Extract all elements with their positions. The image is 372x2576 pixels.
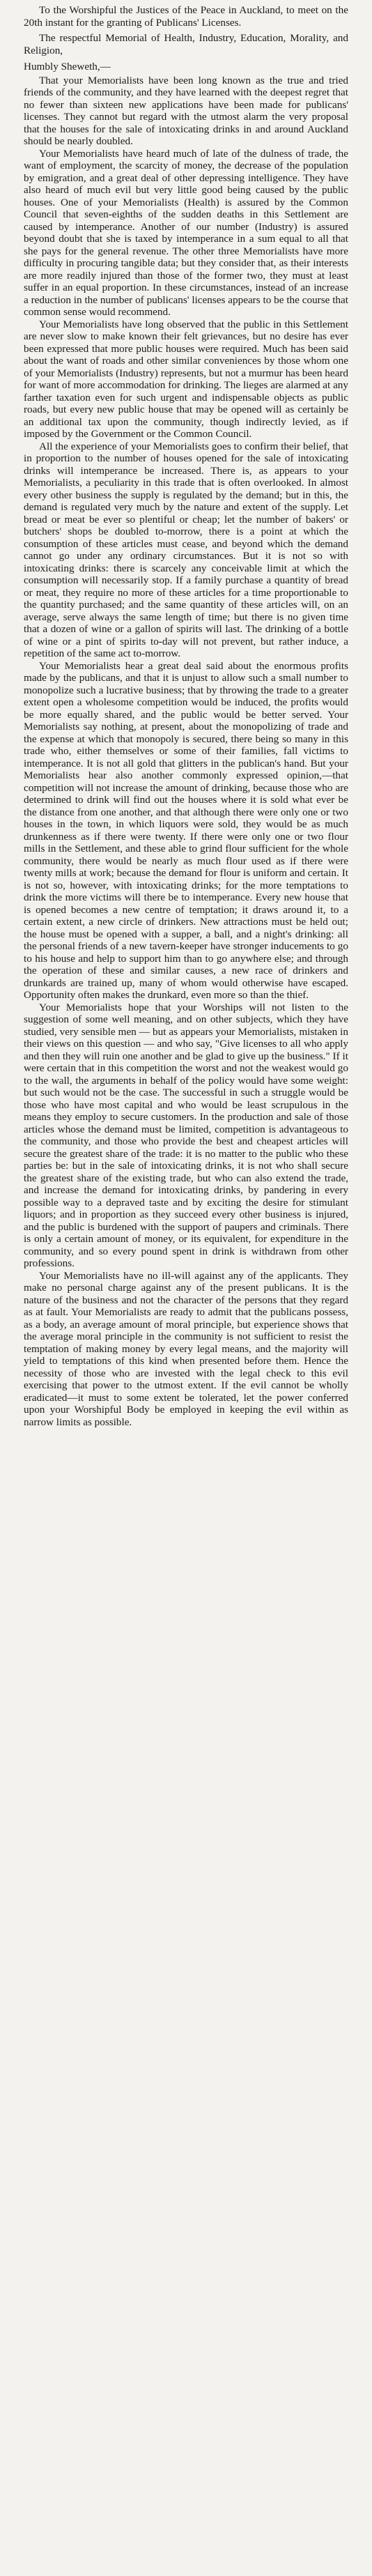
paragraph-4: All the experience of your Memorialists goes to confirm their belief, that in proportion to the number of houses opened for the sale of intoxicating drinks will intemperance be increased. There is, as appears to your Memorialists, a peculiarity in this trade that is often overlooked. In almost every other business the supply is regulated by the demand; but in this, the demand is regulated very much by the nature and extent of the supply. Let bread or meat be ever so plentiful or cheap; let the number of bakers' or butchers' shops be doubled to-morrow, there is a point at which the consumption of these articles must cease, and beyond which the demand cannot go under any ordinary circumstances. But it is not so with intoxicating drinks: there is scarcely any conceivable limit at which the consumption will necessarily stop. If a family purchase a quantity of bread or meat, they require no more of these articles for a time proportionable to the quantity purchased; and the same quantity of these articles will, on an average, serve always the same length of time; but there is no given time that a dozen of wine or a gallon of spirits will last. The drinking of a bottle of wine or a pint of spirits to-day will not prevent, but rather induce, a repetition of the same act to-morrow. xyxy=(24,440,348,659)
paragraph-5: Your Memorialists hear a great deal said about the enormous profits made by the publicans, and that it is unjust to allow such a small number to monopolize such a lucrative business; that by throwing the trade to a greater extent open a wholesome competition would be induced, the profits would be more equally shared, and the public would be better served. Your Memorialists say nothing, at present, about the monopolizing of trade and the expense at which that monopoly is secured, there being so many in this trade who, either themselves or some of their families, fall victims to intemperance. It is not all gold that glitters in the publican's hand. But your Memorialists hear also another commonly expressed opinion,—that competition will not increase the amount of drinking, because those who are determined to drink will find out the houses where it is sold what ever be the distance from one another, and that although there were only one or two houses in the town, in which liquors were sold, they would be as much drunkenness as if there were twenty. If there were only one or two flour mills in the Settlement, and these able to grind flour sufficient for the whole community, there would be nearly as much flour used as if there were twenty mills at work; because the demand for flour is uniform and certain. It is not so, however, with intoxicating drinks; for the more temptations to drink the more victims will there be to intemperance. Every new house that is opened becomes a new centre of temptation; it draws around it, to a certain extent, a new circle of drinkers. New attractions must be held out; the house must be opened with a supper, a ball, and a night's drinking: all the personal friends of a new tavern-keeper have stronger inducements to go to his house and help to support him than to go anywhere else; and through the operation of these and similar causes, a new race of drinkers and drunkards are trained up, many of whom would otherwise have escaped. Opportunity often makes the drunkard, even more so than the thief. xyxy=(24,659,348,1001)
memorial-line: The respectful Memorial of Health, Industry, Education, Morality, and Religion, xyxy=(24,32,348,56)
paragraph-1: That your Memorialists have been long known as the true and tried friends of the community, and they have learned with the deepest regret that no fewer than sixteen new applications have been made for publicans' licenses. They cannot but regard with the utmost alarm the very proposal that the houses for the sale of intoxicating drinks in and around Auckland should be nearly doubled. xyxy=(24,74,348,147)
paragraph-6: Your Memorialists hope that your Worships will not listen to the suggestion of some well meaning, and on other subjects, which they have studied, very sensible men — but as appears your Memorialists, mistaken in their views on this question — and who say, "Give licenses to all who apply and then they will ruin one another and be glad to give up the business." If it were certain that in this competition the worst and not the weakest would go to the wall, the arguments in behalf of the policy would have some weight: but such would not be the case. The successful in such a struggle would be those who have most capital and who would be least scrupulous in the means they employ to secure customers. In the production and sale of those articles whose the demand must be limited, competition is advantageous to the community, and those who provide the best and cheapest articles will secure the greatest share of the trade: it is no matter to the public who these parties be: but in the sale of intoxicating drinks, it is not who shall secure the greatest share of the existing trade, but who can also extend the trade, and increase the demand for intoxicating drinks, by pandering in every possible way to a depraved taste and by exciting the desire for stimulant liquors; and in proportion as they succeed every other business is injured, and the public is burdened with the support of paupers and criminals. There is only a certain amount of money, or its equivalent, for expenditure in the community, and so every pound spent in drink is withdrawn from other professions. xyxy=(24,1001,348,1269)
document-heading: To the Worshipful the Justices of the Peace in Auckland, to meet on the 20th instant for the granting of Publicans' Licenses. xyxy=(24,4,348,29)
paragraph-3: Your Memorialists have long observed that the public in this Settlement are never slow to make known their felt grievances, but no desire has ever been expressed that more public houses were required. Much has been said about the want of roads and other similar conveniences by those whom one of your Memorialists (Industry) represents, but not a murmur has been heard for want of more accommodation for drinking. The lieges are alarmed at any farther taxation even for such urgent and indispensable objects as public roads, but every new public house that may be opened will as certainly be an additional tax upon the community, though indirectly levied, as if imposed by the Government or the Common Council. xyxy=(24,318,348,440)
salutation: Humbly Sheweth,— xyxy=(24,61,111,72)
paragraph-2: Your Memorialists have heard much of late of the dulness of trade, the want of employment, the scarcity of money, the decrease of the population by emigration, and a great deal of other depressing intelligence. They have also heard of much evil but very little good being caused by the public houses. One of your Memorialists (Health) is assured by the Common Council that seven-eighths of the sudden deaths in this Settlement are caused by intemperance. Another of our number (Industry) is assured beyond doubt that she is taxed by intemperance in a sum equal to all that she pays for the general revenue. The other three Memorialists have more difficulty in procuring tangible data; but they consider that, as their interests are more readily injured than those of the former two, they must at least suffer in an equal proportion. In these circumstances, instead of an increase a reduction in the number of publicans' licenses appears to be the course that common sense would recommend. xyxy=(24,147,348,318)
paragraph-7: Your Memorialists have no ill-will against any of the applicants. They make no personal charge against any of the present publicans. It is the nature of the business and not the character of the persons that they regard as at fault. Your Memorialists are ready to admit that the publicans possess, as a body, an average amount of moral principle, but experience shows that the average moral principle in the community is not sufficient to resist the temptation of making money by every legal means, and the majority will yield to temptations of this kind when presented before them. Hence the necessity of those who are invested with the legal check to this evil exercising that power to the utmost extent. If the evil cannot be wholly eradicated—it must to some extent be tolerated, let the power conferred upon your Worshipful Body be employed in keeping the evil within as narrow limits as possible. xyxy=(24,1269,348,1428)
